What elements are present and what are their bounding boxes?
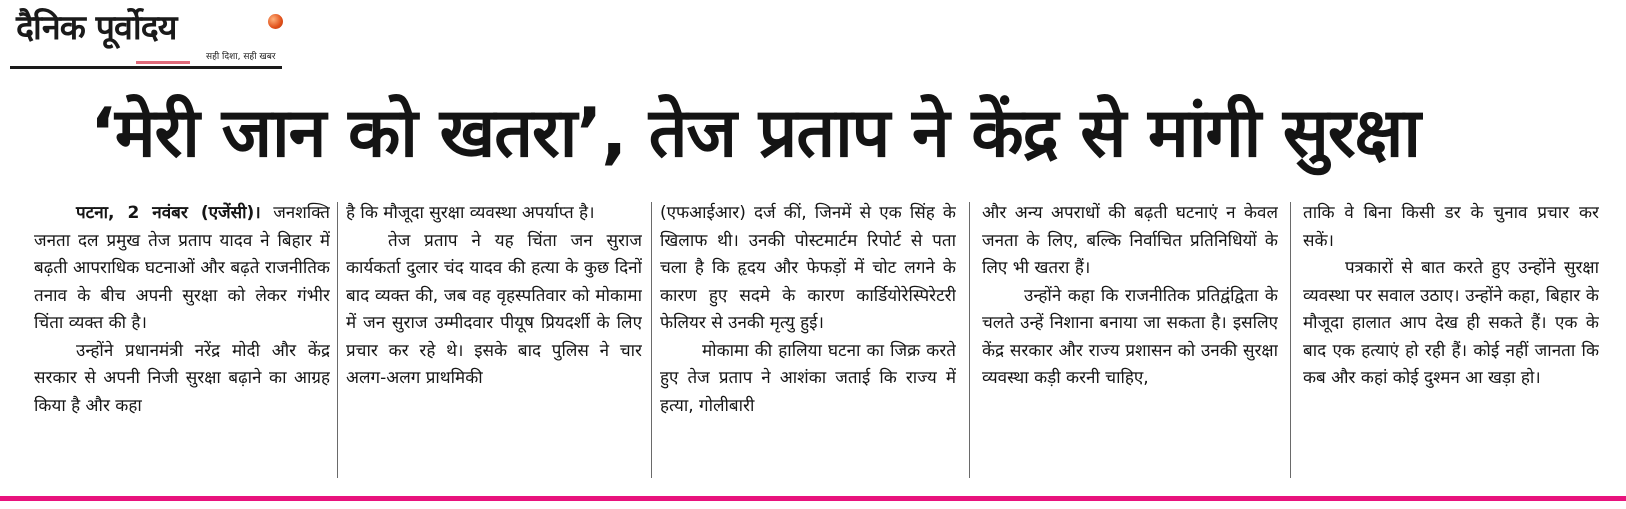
article-headline: ‘मेरी जान को खतरा’, तेज प्रताप ने केंद्र से मांगी सुरक्षा bbox=[90, 94, 1421, 173]
article-paragraph bbox=[34, 200, 330, 338]
article-paragraph: पत्रकारों से बात करते हुए उन्होंने सुरक्षा व्यवस्था पर सवाल उठाए। उन्होंने कहा, बिहार के मौजूदा हालात आप देख ही सकते हैं। एक के बाद एक हत्याएं हो रही हैं। कोई नहीं जानता कि कब और कहां कोई दुश्मन आ खड़ा हो। bbox=[1303, 258, 1599, 388]
article-column-3 bbox=[660, 200, 956, 478]
article-paragraph: और अन्य अपराधों की बढ़ती घटनाएं न केवल जनता के लिए, बल्कि निर्वाचित प्रतिनिधियों के लिए भी खतरा हैं। bbox=[982, 203, 1278, 278]
article-column-5 bbox=[1303, 200, 1599, 478]
article-paragraph: उन्होंने प्रधानमंत्री नरेंद्र मोदी और केंद्र सरकार से अपनी निजी सुरक्षा बढ़ाने का आग्रह किया है और कहा bbox=[34, 340, 330, 416]
paragraph-text: जनशक्ति जनता दल प्रमुख तेज प्रताप यादव ने बिहार में बढ़ती आपराधिक घटनाओं और बढ़ते राजनीतिक तनाव के बीच अपनी सुरक्षा को लेकर गंभीर चिंता व्यक्त की है। bbox=[34, 203, 330, 333]
newspaper-name: दैनिक पूर्वोदय bbox=[16, 8, 177, 48]
masthead-logo bbox=[10, 6, 282, 70]
article-paragraph: मोकामा की हालिया घटना का जिक्र करते हुए तेज प्रताप ने आशंका जताई कि राज्य में हत्या, गोलीबारी bbox=[660, 340, 956, 416]
column-divider bbox=[1290, 202, 1291, 478]
newspaper-tagline: सही दिशा, सही खबर bbox=[206, 52, 276, 62]
article-column-4 bbox=[982, 200, 1278, 478]
masthead-accent-strip bbox=[136, 61, 190, 64]
column-divider bbox=[651, 202, 652, 478]
sun-logo-icon bbox=[268, 14, 283, 29]
masthead-rule bbox=[10, 66, 282, 69]
article-paragraph: (एफआईआर) दर्ज कीं, जिनमें से एक सिंह के खिलाफ थी। उनकी पोस्टमार्टम रिपोर्ट से पता चला है कि हृदय और फेफड़ों में चोट लगने के कारण हुए सदमे के कारण कार्डियोरेस्पिरेटरी फेलियर से उनकी मृत्यु हुई। bbox=[660, 203, 956, 333]
article-paragraph: तेज प्रताप ने यह चिंता जन सुराज कार्यकर्ता दुलार चंद यादव की हत्या के कुछ दिनों बाद व्यक्त की, जब वह वृहस्पतिवार को मोकामा में जन सुराज उम्मीदवार पीयूष प्रियदर्शी के लिए प्रचार कर रहे थे। इसके बाद पुलिस ने चार अलग-अलग प्राथमिकी bbox=[346, 230, 642, 388]
article-column-1 bbox=[34, 200, 330, 478]
article-paragraph: उन्होंने कहा कि राजनीतिक प्रतिद्वंद्विता के चलते उन्हें निशाना बनाया जा सकता है। इसलिए केंद्र सरकार और राज्य प्रशासन को उनकी सुरक्षा व्यवस्था कड़ी करनी चाहिए, bbox=[982, 285, 1278, 388]
column-divider bbox=[969, 202, 970, 478]
article-paragraph: है कि मौजूदा सुरक्षा व्यवस्था अपर्याप्त है। bbox=[346, 203, 595, 223]
bottom-accent-bar bbox=[0, 496, 1626, 501]
column-divider bbox=[337, 202, 338, 478]
article-column-2 bbox=[346, 200, 642, 478]
article-paragraph: ताकि वे बिना किसी डर के चुनाव प्रचार कर सकें। bbox=[1303, 203, 1599, 251]
article-dateline: पटना, 2 नवंबर (एजेंसी)। bbox=[76, 203, 261, 223]
